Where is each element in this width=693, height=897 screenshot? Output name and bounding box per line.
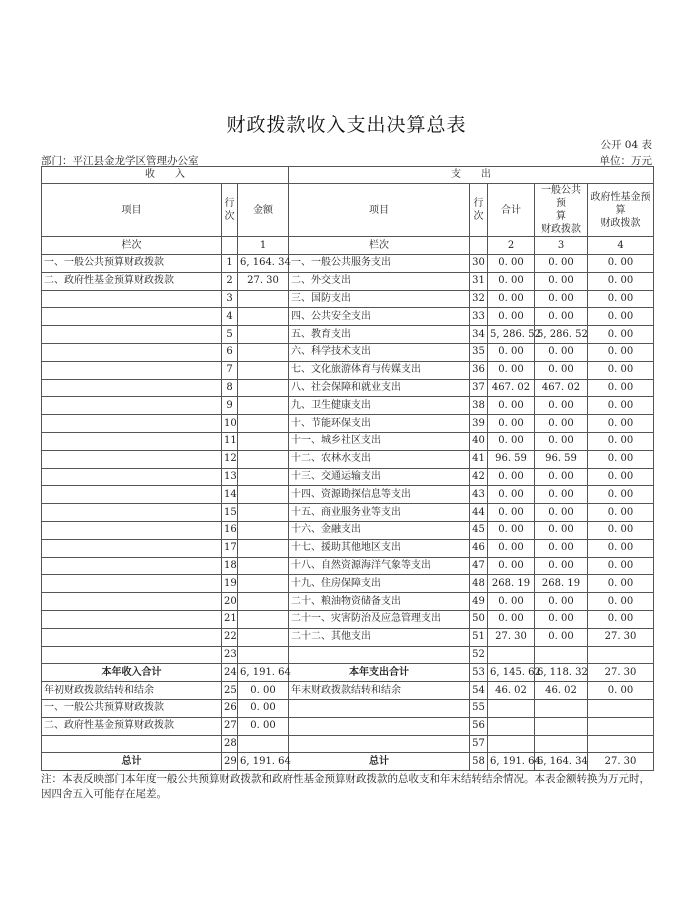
income-amount-cell	[238, 646, 289, 664]
expense-total-cell: 0. 00	[488, 557, 535, 575]
expense-general-budget-cell: 0. 00	[535, 343, 588, 361]
table-row	[42, 521, 654, 539]
income-item-cell	[42, 397, 222, 415]
income-row-no-cell: 18	[222, 557, 238, 575]
expense-item-cell: 十二、农林水支出	[289, 450, 470, 468]
expense-gov-fund-cell: 0. 00	[588, 539, 654, 557]
income-item-cell	[42, 450, 222, 468]
expense-gov-fund-cell: 0. 00	[588, 468, 654, 486]
expense-gov-fund-cell	[588, 717, 654, 735]
expense-row-no-cell: 49	[470, 593, 488, 611]
expense-total-cell: 6, 191. 64	[488, 753, 535, 771]
col-3-label: 3	[535, 237, 588, 255]
income-item-cell	[42, 646, 222, 664]
expense-item-cell	[289, 699, 470, 717]
income-amount-cell	[238, 593, 289, 611]
expense-gov-fund-cell	[588, 646, 654, 664]
general-budget-header-text: 一般公共预 算 财政拨款	[541, 185, 581, 235]
table-row	[42, 361, 654, 379]
expense-row-no-cell: 34	[470, 326, 488, 344]
income-row-no-cell: 19	[222, 575, 238, 593]
income-amount-cell: 0. 00	[238, 699, 289, 717]
expense-item-cell: 十、节能环保支出	[289, 415, 470, 433]
expense-row-no-cell: 36	[470, 361, 488, 379]
expense-col-label: 栏次	[289, 237, 470, 255]
expense-gov-fund-cell: 0. 00	[588, 575, 654, 593]
empty-cell	[222, 237, 238, 255]
expense-row-no-cell: 50	[470, 610, 488, 628]
expense-total-cell: 0. 00	[488, 610, 535, 628]
expense-general-budget-cell: 0. 00	[535, 272, 588, 290]
income-col-label: 栏次	[42, 237, 222, 255]
income-amount-cell	[238, 521, 289, 539]
expense-general-budget-cell: 0. 00	[535, 557, 588, 575]
expense-gov-fund-cell: 0. 00	[588, 450, 654, 468]
income-item-cell: 总计	[42, 753, 222, 771]
expense-gov-fund-cell: 0. 00	[588, 504, 654, 522]
expense-gov-fund-cell: 0. 00	[588, 593, 654, 611]
income-amount-cell	[238, 504, 289, 522]
income-item-cell	[42, 610, 222, 628]
expense-row-no-cell: 43	[470, 486, 488, 504]
department-label: 部门：平江县金龙学区管理办公室	[41, 155, 199, 167]
expense-general-budget-cell	[535, 646, 588, 664]
expense-general-budget-cell: 0. 00	[535, 628, 588, 646]
income-amount-cell	[238, 468, 289, 486]
income-item-cell: 二、政府性基金预算财政拨款	[42, 717, 222, 735]
expense-gov-fund-cell	[588, 699, 654, 717]
expense-general-budget-cell: 0. 00	[535, 539, 588, 557]
expense-general-budget-cell: 268. 19	[535, 575, 588, 593]
expense-item-header: 项目	[289, 184, 470, 237]
income-item-cell	[42, 326, 222, 344]
expense-total-cell: 5, 286. 52	[488, 326, 535, 344]
income-amount-cell	[238, 557, 289, 575]
expense-item-cell	[289, 646, 470, 664]
expense-item-cell: 十六、金融支出	[289, 521, 470, 539]
expense-total-cell: 0. 00	[488, 593, 535, 611]
income-row-no-cell: 20	[222, 593, 238, 611]
table-row	[42, 432, 654, 450]
expense-row-no-cell: 44	[470, 504, 488, 522]
expense-total-cell: 96. 59	[488, 450, 535, 468]
expense-item-cell: 年末财政拨款结转和结余	[289, 682, 470, 700]
budget-table	[41, 166, 654, 771]
empty-cell	[470, 237, 488, 255]
income-item-cell	[42, 575, 222, 593]
income-row-no-cell: 15	[222, 504, 238, 522]
income-item-cell	[42, 521, 222, 539]
income-row-no-cell: 21	[222, 610, 238, 628]
expense-item-cell: 七、文化旅游体育与传媒支出	[289, 361, 470, 379]
expense-general-budget-cell: 0. 00	[535, 415, 588, 433]
income-row-no-cell: 26	[222, 699, 238, 717]
income-amount-cell	[238, 415, 289, 433]
income-row-no-cell: 16	[222, 521, 238, 539]
expense-general-budget-cell: 0. 00	[535, 610, 588, 628]
expense-total-cell: 0. 00	[488, 432, 535, 450]
expense-general-budget-cell: 0. 00	[535, 397, 588, 415]
expense-row-no-cell: 38	[470, 397, 488, 415]
income-amount-cell	[238, 450, 289, 468]
expense-total-cell: 467. 02	[488, 379, 535, 397]
expense-row-no-cell: 30	[470, 255, 488, 273]
page-title: 财政拨款收入支出决算总表	[226, 114, 467, 136]
expense-item-cell: 六、科学技术支出	[289, 343, 470, 361]
table-row	[42, 255, 654, 273]
expense-row-no-cell: 39	[470, 415, 488, 433]
expense-total-cell: 0. 00	[488, 504, 535, 522]
income-row-no-cell: 28	[222, 735, 238, 753]
expense-item-cell: 总计	[289, 753, 470, 771]
expense-general-budget-cell: 0. 00	[535, 593, 588, 611]
expense-item-cell: 八、社会保障和就业支出	[289, 379, 470, 397]
income-row-no-cell: 29	[222, 753, 238, 771]
expense-total-cell: 0. 00	[488, 486, 535, 504]
expense-item-cell: 一、一般公共服务支出	[289, 255, 470, 273]
expense-general-budget-cell: 0. 00	[535, 504, 588, 522]
income-amount-cell	[238, 326, 289, 344]
table-row	[42, 450, 654, 468]
income-row-no-cell: 24	[222, 664, 238, 682]
expense-row-no-cell: 45	[470, 521, 488, 539]
expense-row-no-cell: 32	[470, 290, 488, 308]
expense-general-budget-cell: 46. 02	[535, 682, 588, 700]
expense-band: 支 出	[289, 167, 654, 184]
expense-general-budget-cell: 0. 00	[535, 432, 588, 450]
expense-gov-fund-cell: 0. 00	[588, 610, 654, 628]
income-row-no-cell: 2	[222, 272, 238, 290]
expense-general-budget-cell: 0. 00	[535, 255, 588, 273]
expense-general-budget-cell: 0. 00	[535, 361, 588, 379]
expense-total-cell: 46. 02	[488, 682, 535, 700]
expense-total-cell: 0. 00	[488, 521, 535, 539]
expense-row-no-text: 行 次	[473, 198, 484, 222]
table-row	[42, 717, 654, 735]
table-row	[42, 735, 654, 753]
section-band-row	[42, 167, 654, 184]
table-row	[42, 557, 654, 575]
income-row-no-cell: 23	[222, 646, 238, 664]
expense-item-cell: 本年支出合计	[289, 664, 470, 682]
expense-item-cell: 五、教育支出	[289, 326, 470, 344]
table-row	[42, 468, 654, 486]
general-budget-header	[535, 184, 588, 237]
income-amount-cell	[238, 379, 289, 397]
table-row	[42, 379, 654, 397]
expense-total-cell: 0. 00	[488, 290, 535, 308]
income-item-cell	[42, 343, 222, 361]
expense-row-no-cell: 57	[470, 735, 488, 753]
expense-total-cell: 0. 00	[488, 255, 535, 273]
table-row	[42, 628, 654, 646]
expense-general-budget-cell: 96. 59	[535, 450, 588, 468]
expense-gov-fund-cell: 0. 00	[588, 343, 654, 361]
expense-general-budget-cell: 0. 00	[535, 468, 588, 486]
income-amount-cell	[238, 486, 289, 504]
expense-row-no-cell: 41	[470, 450, 488, 468]
unit-label: 单位：万元	[599, 155, 652, 167]
expense-gov-fund-cell: 27. 30	[588, 664, 654, 682]
expense-total-cell: 0. 00	[488, 468, 535, 486]
income-item-cell: 一、一般公共预算财政拨款	[42, 699, 222, 717]
expense-gov-fund-cell: 0. 00	[588, 397, 654, 415]
income-amount-cell: 27. 30	[238, 272, 289, 290]
expense-general-budget-cell: 6, 118. 32	[535, 664, 588, 682]
expense-item-cell: 十八、自然资源海洋气象等支出	[289, 557, 470, 575]
expense-gov-fund-cell: 0. 00	[588, 486, 654, 504]
expense-row-no-cell: 48	[470, 575, 488, 593]
expense-row-no-cell: 35	[470, 343, 488, 361]
col-4-label: 4	[588, 237, 654, 255]
expense-gov-fund-cell: 27. 30	[588, 753, 654, 771]
table-row	[42, 610, 654, 628]
income-item-cell	[42, 593, 222, 611]
expense-gov-fund-cell: 0. 00	[588, 272, 654, 290]
expense-total-cell: 0. 00	[488, 308, 535, 326]
table-row	[42, 664, 654, 682]
gov-fund-header-text: 政府性基金预 算 财政拨款	[590, 191, 651, 229]
expense-gov-fund-cell: 0. 00	[588, 521, 654, 539]
table-row	[42, 504, 654, 522]
table-row	[42, 753, 654, 771]
expense-item-cell: 三、国防支出	[289, 290, 470, 308]
income-amount-cell	[238, 361, 289, 379]
expense-row-no-cell: 47	[470, 557, 488, 575]
expense-total-cell	[488, 699, 535, 717]
expense-row-no-cell: 54	[470, 682, 488, 700]
table-row	[42, 397, 654, 415]
expense-total-cell: 0. 00	[488, 361, 535, 379]
expense-item-cell: 四、公共安全支出	[289, 308, 470, 326]
expense-total-cell	[488, 735, 535, 753]
income-amount-cell	[238, 539, 289, 557]
expense-total-cell: 0. 00	[488, 343, 535, 361]
income-item-cell	[42, 628, 222, 646]
expense-gov-fund-cell: 0. 00	[588, 682, 654, 700]
total-header: 合计	[488, 184, 535, 237]
expense-total-cell	[488, 717, 535, 735]
expense-item-cell: 二十一、灾害防治及应急管理支出	[289, 610, 470, 628]
income-amount-cell: 6, 191. 64	[238, 664, 289, 682]
income-row-no-cell: 25	[222, 682, 238, 700]
income-row-no-cell: 6	[222, 343, 238, 361]
expense-general-budget-cell: 0. 00	[535, 486, 588, 504]
income-row-no-cell: 1	[222, 255, 238, 273]
expense-item-cell: 二十二、其他支出	[289, 628, 470, 646]
income-row-no-cell: 14	[222, 486, 238, 504]
expense-item-cell: 十七、援助其他地区支出	[289, 539, 470, 557]
income-row-no-cell: 10	[222, 415, 238, 433]
expense-gov-fund-cell: 0. 00	[588, 326, 654, 344]
gov-fund-header	[588, 184, 654, 237]
expense-general-budget-cell: 6, 164. 34	[535, 753, 588, 771]
expense-gov-fund-cell: 0. 00	[588, 432, 654, 450]
expense-total-cell: 268. 19	[488, 575, 535, 593]
income-item-cell	[42, 308, 222, 326]
income-amount-cell	[238, 290, 289, 308]
income-amount-cell: 0. 00	[238, 717, 289, 735]
income-item-cell: 一、一般公共预算财政拨款	[42, 255, 222, 273]
amount-header: 金额	[238, 184, 289, 237]
table-row	[42, 343, 654, 361]
expense-general-budget-cell	[535, 717, 588, 735]
expense-general-budget-cell	[535, 735, 588, 753]
income-item-cell: 本年收入合计	[42, 664, 222, 682]
income-item-cell	[42, 432, 222, 450]
expense-item-cell: 十四、资源勘探信息等支出	[289, 486, 470, 504]
income-item-header: 项目	[42, 184, 222, 237]
expense-total-cell: 0. 00	[488, 272, 535, 290]
income-item-cell	[42, 379, 222, 397]
table-row	[42, 486, 654, 504]
income-row-no-cell: 8	[222, 379, 238, 397]
income-row-no-cell: 4	[222, 308, 238, 326]
footnote: 注：本表反映部门本年度一般公共预算财政拨款和政府性基金预算财政拨款的总收支和年末结转结余情况。本表金额转换为万元时，因四舍五入可能存在尾差。	[41, 773, 650, 800]
income-row-no-cell: 12	[222, 450, 238, 468]
income-row-no-cell: 13	[222, 468, 238, 486]
expense-general-budget-cell: 0. 00	[535, 290, 588, 308]
income-row-no-cell: 9	[222, 397, 238, 415]
expense-gov-fund-cell: 0. 00	[588, 290, 654, 308]
income-band: 收 入	[42, 167, 289, 184]
expense-gov-fund-cell: 0. 00	[588, 361, 654, 379]
table-row	[42, 646, 654, 664]
expense-gov-fund-cell: 0. 00	[588, 415, 654, 433]
income-row-no-cell: 5	[222, 326, 238, 344]
expense-gov-fund-cell: 0. 00	[588, 379, 654, 397]
income-row-no-header	[222, 184, 238, 237]
income-item-cell	[42, 361, 222, 379]
expense-row-no-cell: 51	[470, 628, 488, 646]
table-row	[42, 272, 654, 290]
expense-item-cell: 十九、住房保障支出	[289, 575, 470, 593]
expense-item-cell: 十三、交通运输支出	[289, 468, 470, 486]
expense-row-no-cell: 55	[470, 699, 488, 717]
expense-row-no-cell: 40	[470, 432, 488, 450]
expense-gov-fund-cell: 0. 00	[588, 255, 654, 273]
income-row-no-text: 行 次	[224, 198, 235, 222]
expense-gov-fund-cell: 27. 30	[588, 628, 654, 646]
table-row	[42, 308, 654, 326]
income-amount-cell: 6, 164. 34	[238, 255, 289, 273]
expense-row-no-cell: 56	[470, 717, 488, 735]
expense-row-no-cell: 31	[470, 272, 488, 290]
expense-total-cell: 0. 00	[488, 415, 535, 433]
table-row	[42, 575, 654, 593]
expense-row-no-cell: 33	[470, 308, 488, 326]
table-row	[42, 699, 654, 717]
expense-gov-fund-cell: 0. 00	[588, 557, 654, 575]
expense-general-budget-cell: 5, 286. 52	[535, 326, 588, 344]
income-item-cell	[42, 468, 222, 486]
expense-total-cell	[488, 646, 535, 664]
expense-item-cell: 九、卫生健康支出	[289, 397, 470, 415]
expense-general-budget-cell: 0. 00	[535, 521, 588, 539]
expense-general-budget-cell: 0. 00	[535, 308, 588, 326]
income-row-no-cell: 17	[222, 539, 238, 557]
income-item-cell	[42, 539, 222, 557]
income-amount-cell	[238, 575, 289, 593]
column-number-row	[42, 237, 654, 255]
expense-item-cell: 二十、粮油物资储备支出	[289, 593, 470, 611]
table-row	[42, 290, 654, 308]
expense-row-no-cell: 42	[470, 468, 488, 486]
expense-item-cell	[289, 717, 470, 735]
income-amount-cell	[238, 308, 289, 326]
income-row-no-cell: 3	[222, 290, 238, 308]
expense-total-cell: 6, 145. 62	[488, 664, 535, 682]
income-amount-cell: 0. 00	[238, 682, 289, 700]
column-header-row	[42, 184, 654, 237]
income-item-cell: 二、政府性基金预算财政拨款	[42, 272, 222, 290]
income-item-cell	[42, 290, 222, 308]
table-row	[42, 682, 654, 700]
expense-total-cell: 27. 30	[488, 628, 535, 646]
expense-gov-fund-cell: 0. 00	[588, 308, 654, 326]
expense-item-cell	[289, 735, 470, 753]
expense-general-budget-cell: 467. 02	[535, 379, 588, 397]
table-row	[42, 593, 654, 611]
income-amount-cell	[238, 397, 289, 415]
income-amount-cell	[238, 610, 289, 628]
expense-gov-fund-cell	[588, 735, 654, 753]
form-number: 公开 04 表	[600, 139, 652, 151]
income-item-cell	[42, 486, 222, 504]
income-amount-cell	[238, 735, 289, 753]
expense-row-no-cell: 37	[470, 379, 488, 397]
expense-row-no-cell: 53	[470, 664, 488, 682]
expense-row-no-cell: 46	[470, 539, 488, 557]
expense-row-no-header	[470, 184, 488, 237]
expense-item-cell: 十一、城乡社区支出	[289, 432, 470, 450]
income-item-cell	[42, 735, 222, 753]
income-row-no-cell: 7	[222, 361, 238, 379]
income-amount-cell	[238, 343, 289, 361]
income-row-no-cell: 11	[222, 432, 238, 450]
income-row-no-cell: 27	[222, 717, 238, 735]
expense-total-cell: 0. 00	[488, 539, 535, 557]
expense-row-no-cell: 58	[470, 753, 488, 771]
expense-general-budget-cell	[535, 699, 588, 717]
income-item-cell	[42, 504, 222, 522]
table-row	[42, 326, 654, 344]
income-item-cell	[42, 415, 222, 433]
income-amount-cell	[238, 432, 289, 450]
table-row	[42, 415, 654, 433]
col-2-label: 2	[488, 237, 535, 255]
expense-row-no-cell: 52	[470, 646, 488, 664]
income-amount-cell	[238, 628, 289, 646]
expense-item-cell: 二、外交支出	[289, 272, 470, 290]
income-row-no-cell: 22	[222, 628, 238, 646]
income-item-cell	[42, 557, 222, 575]
income-item-cell: 年初财政拨款结转和结余	[42, 682, 222, 700]
expense-item-cell: 十五、商业服务业等支出	[289, 504, 470, 522]
table-row	[42, 539, 654, 557]
col-1-label: 1	[238, 237, 289, 255]
expense-total-cell: 0. 00	[488, 397, 535, 415]
income-amount-cell: 6, 191. 64	[238, 753, 289, 771]
